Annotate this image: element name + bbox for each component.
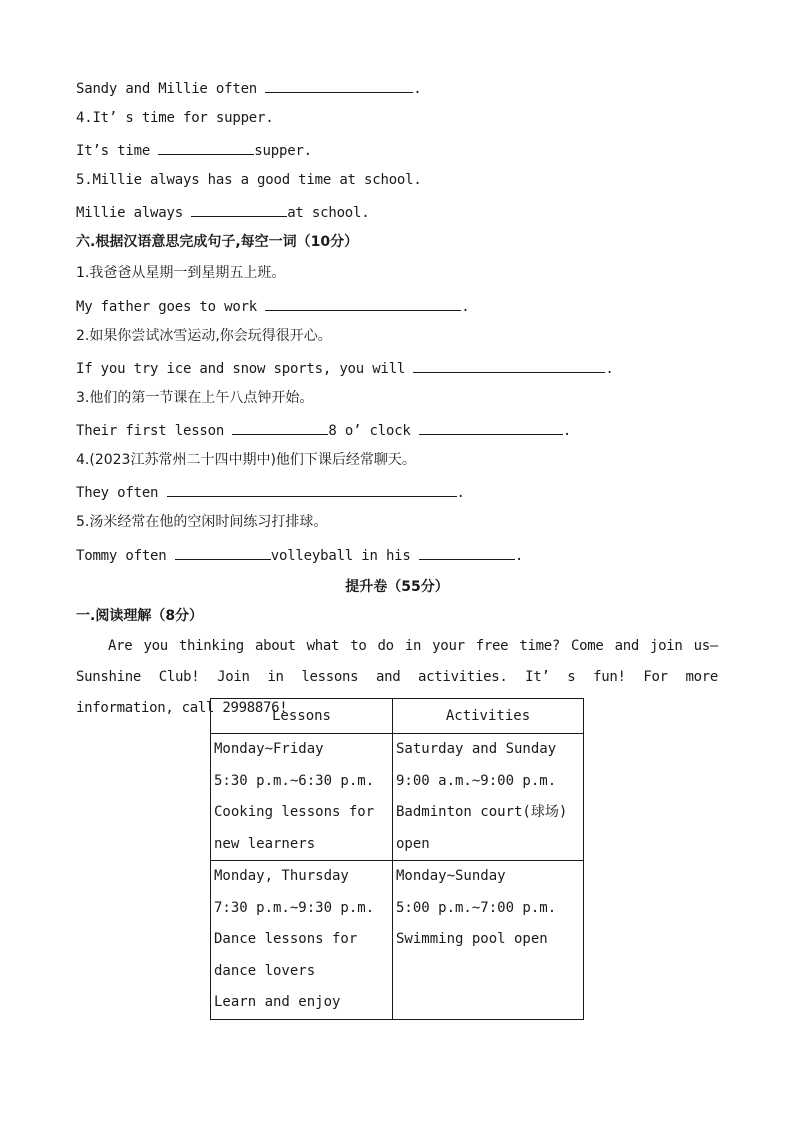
s5-line-3-end: supper. [254,143,312,159]
q1-english-text: My father goes to work [76,299,266,315]
s5-line-5-text: Millie always [76,205,192,221]
q4-english [76,482,465,502]
q4-english-text: They often [76,485,167,501]
q5-chinese: 5.汤米经常在他的空闲时间练习打排球。 [76,514,328,530]
s5-line-5 [76,202,370,222]
q4-chinese: 4.(2023江苏常州二十四中期中)他们下课后经常聊天。 [76,452,416,468]
cell-line: Saturday and Sunday [396,741,557,757]
answer-blank[interactable] [175,545,271,560]
cell-line: Monday, Thursday [214,868,349,884]
cell-line: dance lovers [214,962,316,979]
cell-line: Monday~Sunday [396,868,506,884]
q2-english [76,358,614,378]
q3-mid-text: 8 o’ clock [328,423,419,439]
s5-line-3-text: It’s time [76,143,159,159]
cell-line: 5:00 p.m.~7:00 p.m. [396,899,557,916]
reading-passage: Are you thinking about what to do in your free time? Come and join us—Sunshine Club! Join in lessons and activities. It’ s fun! For more information, call 2998876! [76,638,718,716]
q2-chinese: 2.如果你尝试冰雪运动,你会玩得很开心。 [76,328,332,344]
answer-blank[interactable] [419,420,563,435]
q4-end: . [456,485,465,501]
q2-end: . [605,361,614,377]
answer-blank[interactable] [413,358,605,373]
cooking-lessons-cell [211,734,393,861]
q1-english [76,296,470,316]
advanced-title: 提升卷（55分） [345,579,449,595]
badminton-activity-cell [393,734,584,861]
table-row [211,861,584,1020]
s5-line-3 [76,140,312,160]
q3-end: . [562,423,572,439]
q5-end: . [514,548,524,564]
reading-heading: 一.阅读理解（8分） [76,608,204,624]
q1-chinese: 1.我爸爸从星期一到星期五上班。 [76,265,286,281]
cell-line: Monday~Friday [214,741,324,757]
answer-blank[interactable] [158,140,254,155]
answer-blank[interactable] [419,545,515,560]
q3-chinese: 3.他们的第一节课在上午八点钟开始。 [76,390,314,406]
q1-end: . [461,299,470,315]
cell-line: Badminton court(球场) [396,804,568,820]
cell-line: Cooking lessons for [214,804,375,820]
q5-english [76,545,523,565]
answer-blank[interactable] [265,296,461,311]
swimming-activity-cell [393,861,584,1020]
q5-english-text: Tommy often [76,548,175,564]
answer-blank[interactable] [191,202,287,217]
q2-english-text: If you try ice and snow sports, you will [76,361,414,377]
cell-line: new learners [214,835,316,852]
cell-line: 5:30 p.m.~6:30 p.m. [214,772,375,789]
cell-line: open [396,835,430,852]
header-activities: Activities [393,699,584,734]
dance-lessons-cell [211,861,393,1020]
table-row [211,734,584,861]
q5-mid-text: volleyball in his [270,548,419,564]
cell-line: Learn and enjoy [214,994,341,1010]
s5-line-4: 5.Millie always has a good time at school. [76,172,422,188]
s5-line-1 [76,78,422,98]
s5-line-1-end: . [413,81,422,97]
answer-blank[interactable] [232,420,328,435]
section6-heading: 六.根据汉语意思完成句子,每空一词（10分） [76,234,359,250]
q3-english [76,420,571,440]
answer-blank[interactable] [265,78,413,93]
s5-line-2: 4.It’ s time for supper. [76,110,274,126]
cell-line: Swimming pool open [396,931,548,947]
s5-line-1-text: Sandy and Millie often [76,81,266,97]
table-header-row [211,699,584,734]
header-lessons: Lessons [211,699,393,734]
cell-line: 7:30 p.m.~9:30 p.m. [214,899,375,916]
s5-line-5-end: at school. [287,205,370,221]
q3-english-text: Their first lesson [76,423,233,439]
cell-line: 9:00 a.m.~9:00 p.m. [396,772,557,789]
answer-blank[interactable] [167,482,457,497]
cell-line: Dance lessons for [214,931,358,947]
club-schedule-table [210,698,584,1020]
